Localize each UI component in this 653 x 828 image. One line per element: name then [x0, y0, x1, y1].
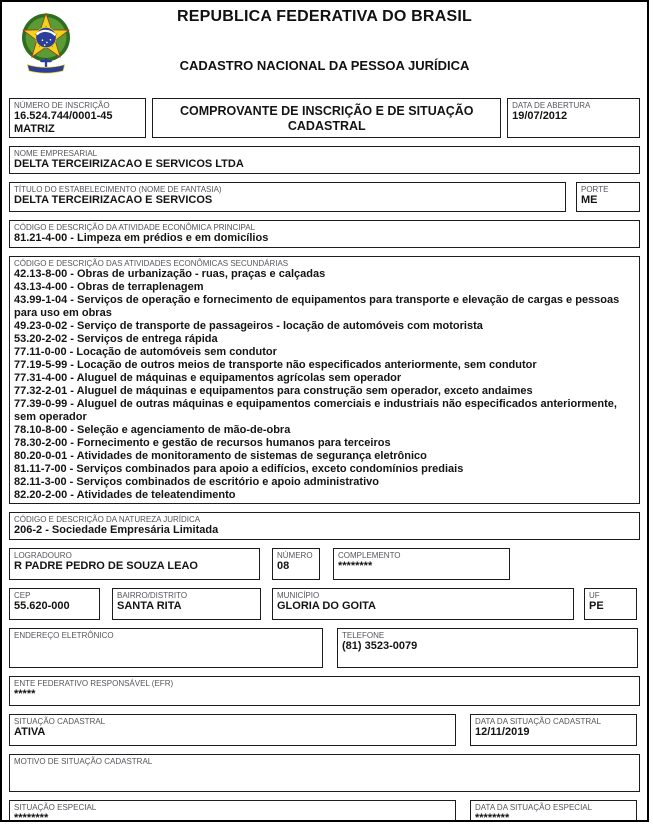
field-numero	[272, 548, 320, 580]
field-cep	[9, 588, 100, 620]
field-value: 08	[277, 560, 290, 572]
list-item: 78.10-8-00 - Seleção e agenciamento de mão-de-obra	[14, 424, 291, 436]
comprovante-title: COMPROVANTE DE INSCRIÇÃO E DE SITUAÇÃO CADASTRAL	[179, 103, 474, 133]
field-value: DELTA TERCEIRIZACAO E SERVICOS	[14, 194, 213, 206]
comprovante-title-box	[152, 98, 501, 138]
row-atividade-principal	[9, 220, 640, 248]
field-value: 19/07/2012	[512, 110, 568, 122]
field-value: 12/11/2019	[475, 726, 530, 738]
row-natureza-juridica	[9, 512, 640, 540]
row-situacao-cadastral	[9, 714, 640, 746]
list-item: 42.13-8-00 - Obras de urbanização - ruas, praças e calçadas	[14, 268, 326, 280]
row-cep-municipio	[9, 588, 640, 620]
field-motivo-situacao	[9, 754, 640, 792]
field-label: MOTIVO DE SITUAÇÃO CADASTRAL	[14, 757, 153, 766]
list-item: 81.11-7-00 - Serviços combinados para apoio a edifícios, exceto condomínios prediais	[14, 463, 464, 475]
field-municipio	[272, 588, 574, 620]
field-label: SITUAÇÃO ESPECIAL	[14, 803, 97, 812]
field-value: *****	[14, 688, 36, 700]
list-item: 82.11-3-00 - Serviços combinados de escritório e apoio administrativo	[14, 476, 379, 488]
list-item: 77.19-5-99 - Locação de outros meios de transporte não especificados anteriormente, sem condutor	[14, 359, 537, 371]
field-label: ENDEREÇO ELETRÔNICO	[14, 631, 114, 640]
field-label: DATA DE ABERTURA	[512, 101, 591, 110]
list-item: 77.11-0-00 - Locação de automóveis sem condutor	[14, 346, 277, 358]
field-label: NOME EMPRESARIAL	[14, 149, 98, 158]
field-situacao-cadastral	[9, 714, 456, 746]
field-complemento	[333, 548, 510, 580]
field-endereco-eletronico	[9, 628, 323, 668]
field-bairro	[112, 588, 261, 620]
field-label: MUNICÍPIO	[277, 591, 320, 600]
list-item: 82.20-2-00 - Atividades de teleatendimento	[14, 489, 236, 501]
field-label: DATA DA SITUAÇÃO ESPECIAL	[475, 803, 593, 812]
field-value: GLORIA DO GOITA	[277, 600, 376, 612]
row-contato	[9, 628, 640, 668]
field-label: CÓDIGO E DESCRIÇÃO DA NATUREZA JURÍDICA	[14, 515, 201, 524]
field-situacao-especial	[9, 800, 456, 822]
row-nome-empresarial	[9, 146, 640, 174]
field-atividade-principal	[9, 220, 640, 248]
list-item: 43.99-1-04 - Serviços de operação e fornecimento de equipamentos para transporte e elevação de cargas e pessoas para uso em obras	[14, 294, 620, 319]
field-uf	[584, 588, 637, 620]
row-efr	[9, 676, 640, 706]
list-item: 77.31-4-00 - Aluguel de máquinas e equipamentos agrícolas sem operador	[14, 372, 402, 384]
field-label: NÚMERO	[277, 551, 313, 560]
row-situacao-especial	[9, 800, 640, 822]
field-numero-inscricao	[9, 98, 146, 138]
field-label: TÍTULO DO ESTABELECIMENTO (NOME DE FANTASIA)	[14, 185, 222, 194]
list-item: 77.39-0-99 - Aluguel de outras máquinas e equipamentos comerciais e industriais não especificados anteriormente, sem operador	[14, 398, 617, 423]
field-nome-empresarial	[9, 146, 640, 174]
field-porte	[576, 182, 640, 212]
field-logradouro	[9, 548, 260, 580]
row-inscricao	[9, 98, 640, 138]
field-label: TELEFONE	[342, 631, 385, 640]
list-item: 53.20-2-02 - Serviços de entrega rápida	[14, 333, 218, 345]
field-value: ATIVA	[14, 726, 46, 738]
field-label: CÓDIGO E DESCRIÇÃO DAS ATIVIDADES ECONÔMICAS SECUNDÁRIAS	[14, 259, 289, 268]
field-label: COMPLEMENTO	[338, 551, 401, 560]
document-subtitle: CADASTRO NACIONAL DA PESSOA JURÍDICA	[179, 58, 470, 73]
field-data-abertura	[507, 98, 640, 138]
list-item: 78.30-2-00 - Fornecimento e gestão de recursos humanos para terceiros	[14, 437, 391, 449]
list-item: 49.23-0-02 - Serviço de transporte de passageiros - locação de automóveis com motorista	[14, 320, 483, 332]
field-value: ME	[581, 194, 598, 206]
field-data-situacao-cadastral	[470, 714, 637, 746]
field-label: LOGRADOURO	[14, 551, 72, 560]
document-title: REPUBLICA FEDERATIVA DO BRASIL	[177, 8, 472, 25]
field-value: 16.524.744/0001-45	[14, 110, 113, 122]
row-fantasia	[9, 182, 640, 212]
field-value: (81) 3523-0079	[342, 640, 418, 652]
field-value: ********	[338, 560, 373, 572]
field-value-matriz: MATRIZ	[14, 122, 55, 135]
field-label: SITUAÇÃO CADASTRAL	[14, 717, 106, 726]
list-item: 80.20-0-01 - Atividades de monitoramento de sistemas de segurança eletrônico	[14, 450, 427, 462]
field-telefone	[337, 628, 638, 668]
document-header	[9, 6, 640, 90]
list-item: 43.13-4-00 - Obras de terraplenagem	[14, 281, 204, 293]
list-item: 77.32-2-01 - Aluguel de máquinas e equipamentos para construção sem operador, exceto andaimes	[14, 385, 533, 397]
row-atividades-secundarias	[9, 256, 640, 504]
field-value: DELTA TERCEIRIZACAO E SERVICOS LTDA	[14, 158, 244, 170]
field-value: ********	[475, 812, 510, 822]
field-label: PORTE	[581, 185, 609, 194]
field-value: ********	[14, 812, 49, 822]
field-label: ENTE FEDERATIVO RESPONSÁVEL (EFR)	[14, 679, 174, 688]
field-label: CÓDIGO E DESCRIÇÃO DA ATIVIDADE ECONÔMICA PRINCIPAL	[14, 223, 256, 232]
field-label: NÚMERO DE INSCRIÇÃO	[14, 101, 110, 110]
field-nome-fantasia	[9, 182, 566, 212]
field-natureza-juridica	[9, 512, 640, 540]
field-atividades-secundarias	[9, 256, 640, 504]
field-value: R PADRE PEDRO DE SOUZA LEAO	[14, 560, 198, 572]
field-label: DATA DA SITUAÇÃO CADASTRAL	[475, 717, 601, 726]
field-efr	[9, 676, 640, 706]
field-value: 206-2 - Sociedade Empresária Limitada	[14, 524, 219, 536]
field-label: UF	[589, 591, 600, 600]
field-label: BAIRRO/DISTRITO	[117, 591, 188, 600]
row-endereco	[9, 548, 640, 580]
field-value: 81.21-4-00 - Limpeza em prédios e em domicílios	[14, 232, 269, 244]
field-value: 55.620-000	[14, 600, 70, 612]
field-label: CEP	[14, 591, 31, 600]
field-value: PE	[589, 600, 604, 612]
field-data-situacao-especial	[470, 800, 637, 822]
row-motivo-situacao	[9, 754, 640, 792]
field-value: SANTA RITA	[117, 600, 182, 612]
